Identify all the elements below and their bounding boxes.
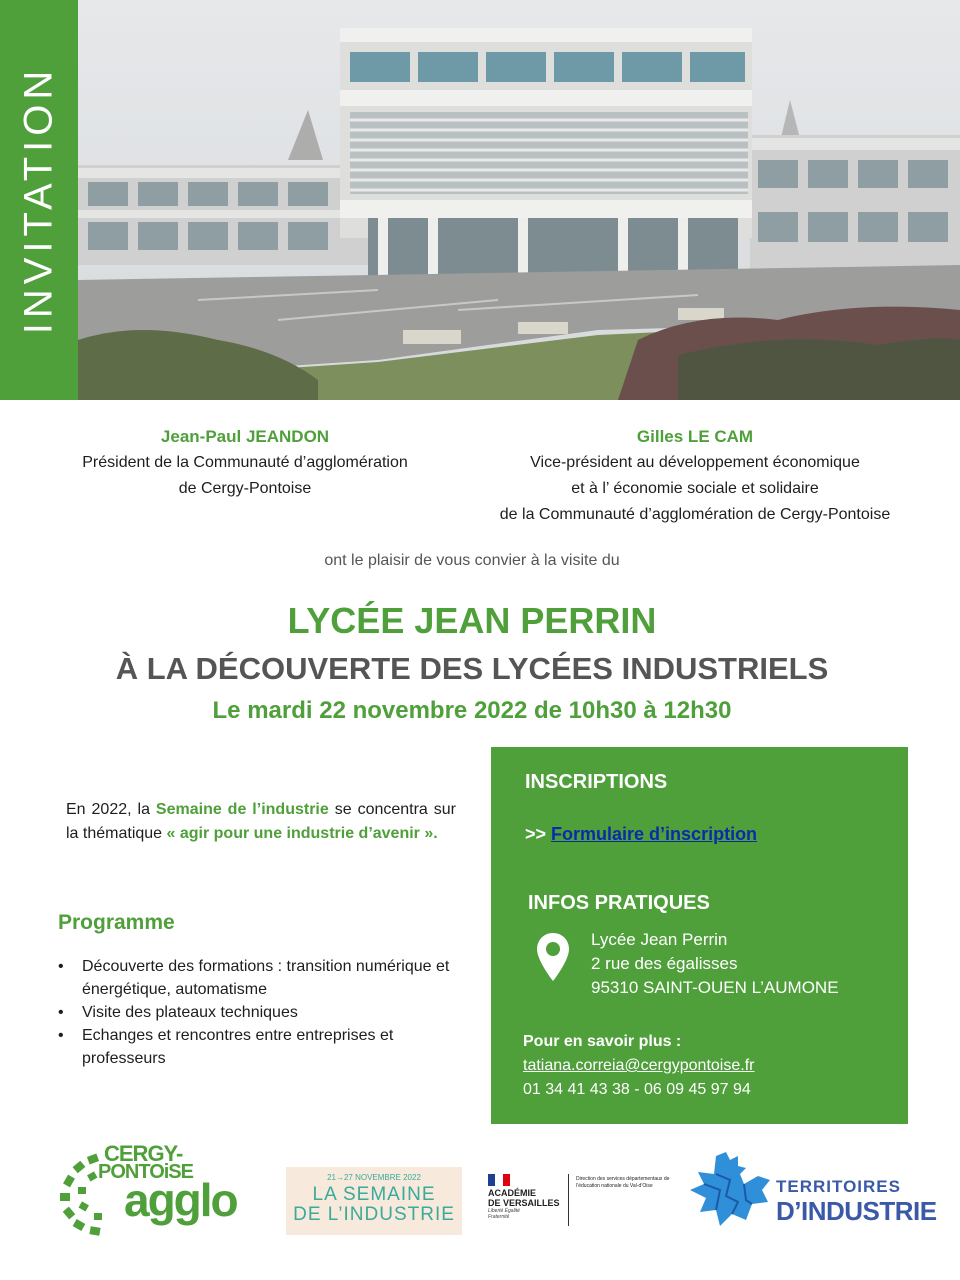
intro-text: se concentra sur la thématique: [66, 801, 457, 842]
cergy-logo-line3: agglo: [124, 1174, 237, 1226]
academie-line2: DE VERSAILLES: [488, 1198, 560, 1208]
contact-phones: 01 34 41 43 38 - 06 09 45 97 94: [523, 1081, 751, 1098]
host-role-line: Président de la Communauté d’agglomération: [82, 454, 408, 471]
infos-title: INFOS PRATIQUES: [528, 892, 710, 914]
list-item: • Visite des plateaux techniques: [58, 1001, 458, 1024]
territoires-logo-line1: TERRITOIRES: [776, 1177, 901, 1196]
intro-highlight: Semaine de l’industrie: [155, 801, 329, 818]
cergy-logo-line2: PONTOiSE: [98, 1161, 193, 1183]
cergy-logo-line1: CERGY-: [104, 1141, 183, 1166]
semaine-logo-line1: LA SEMAINE: [312, 1184, 436, 1205]
registration-line: [525, 824, 757, 845]
host-left: [40, 424, 450, 502]
invite-line: ont le plaisir de vous convier à la visite du: [324, 552, 620, 569]
invitation-label: INVITATION: [16, 65, 61, 335]
academie-service: Direction des services départementaux de l’éducation nationale du Val-d’Oise: [576, 1176, 670, 1189]
event-date: Le mardi 22 novembre 2022 de 10h30 à 12h30: [212, 697, 732, 724]
event-title: LYCÉE JEAN PERRIN: [287, 600, 657, 641]
academie-motto: Liberté Égalité Fraternité: [488, 1208, 520, 1220]
list-item: • Découverte des formations : transition numérique et énergétique, automatisme: [58, 955, 458, 1001]
school-photo: [78, 0, 960, 400]
registration-form-link[interactable]: Formulaire d’inscription: [551, 824, 758, 844]
intro-text: En 2022, la: [66, 801, 156, 818]
address-line: Lycée Jean Perrin: [591, 930, 728, 949]
academie-line1: ACADÉMIE: [488, 1188, 537, 1198]
semaine-industrie-logo: [286, 1167, 462, 1235]
host-role-line: et à l’ économie sociale et solidaire: [571, 480, 819, 497]
host-role-line: Vice-président au développement économique: [530, 454, 860, 471]
contact-email[interactable]: tatiana.correia@cergypontoise.fr: [523, 1057, 755, 1074]
host-role-line: de la Communauté d’agglomération de Cergy-Pontoise: [499, 506, 891, 523]
territoires-industrie-logo: [686, 1150, 937, 1228]
territoires-logo-line2: D’INDUSTRIE: [776, 1196, 937, 1226]
french-flag-icon: [488, 1174, 510, 1186]
cergy-pontoise-agglo-logo: [58, 1141, 264, 1237]
event-subtitle: À LA DÉCOUVERTE DES LYCÉES INDUSTRIELS: [115, 651, 829, 686]
programme-list: [58, 955, 458, 1070]
address-line: 95310 SAINT-OUEN L’AUMONE: [591, 978, 839, 997]
list-item: • Echanges et rencontres entre entreprises et professeurs: [58, 1024, 458, 1070]
programme-title: Programme: [58, 911, 175, 934]
contact-block: [523, 1030, 754, 1102]
location-pin-icon: [535, 931, 571, 988]
intro-highlight: « agir pour une industrie d’avenir ».: [166, 825, 438, 842]
contact-title: Pour en savoir plus :: [523, 1033, 682, 1050]
info-panel: [491, 747, 908, 1124]
academie-logo-name: [488, 1188, 560, 1208]
address: [591, 928, 839, 1000]
host-name: Jean-Paul JEANDON: [160, 427, 330, 446]
semaine-logo-date: 21→27 NOVEMBRE 2022: [327, 1173, 421, 1182]
academie-versailles-logo: [486, 1172, 686, 1230]
host-name: Gilles LE CAM: [636, 427, 754, 446]
address-line: 2 rue des égalisses: [591, 954, 738, 973]
logo-divider: [568, 1174, 569, 1226]
inscriptions-title: INSCRIPTIONS: [525, 771, 668, 793]
host-role-line: de Cergy-Pontoise: [178, 480, 312, 497]
rooster-icon: [686, 1150, 774, 1228]
invitation-band: [0, 0, 78, 400]
intro-paragraph: [66, 798, 456, 846]
host-right: [470, 424, 920, 528]
semaine-logo-line2: DE L’INDUSTRIE: [293, 1204, 455, 1225]
link-prefix: >>: [525, 824, 552, 844]
